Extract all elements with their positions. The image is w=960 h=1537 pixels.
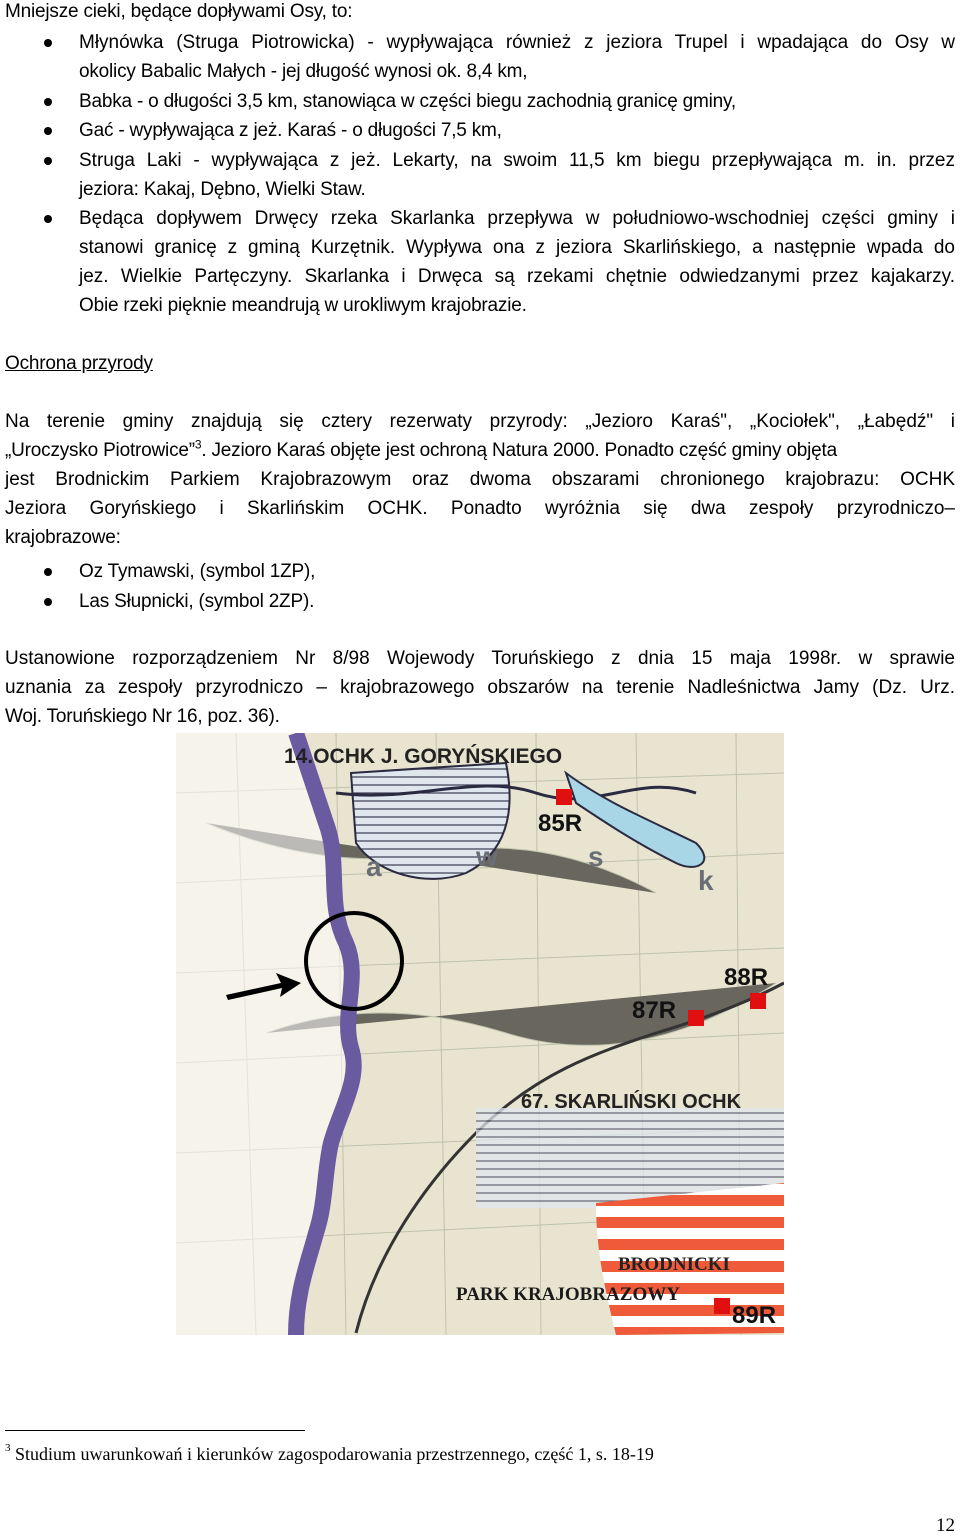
map-letter: a — [366, 851, 382, 882]
reserve-87r-marker — [688, 1010, 704, 1026]
protected-areas-map — [176, 733, 784, 1335]
river-item-4-line-2: jeziora: Kakaj, Dębno, Wielki Staw. — [79, 179, 366, 200]
bullet-icon — [44, 39, 52, 47]
map-letter: k — [698, 865, 714, 896]
river-item-4-line-1: Struga Laki - wypływająca z jeż. Lekarty, na swoim 11,5 km biegu przepływająca m. in. przez — [79, 150, 955, 171]
para1-line-4: Jeziora Goryńskiego i Skarlińskim OCHK. Ponadto wyróżnia się dwa zespoły przyrodniczo– — [5, 498, 955, 519]
para1-line-2: „Uroczysko Piotrowice”$^3$. Jezioro Karaś objęte jest ochroną Natura 2000. Ponadto część gminy objęta — [5, 437, 837, 461]
bullet-icon — [44, 215, 52, 223]
label-park: PARK KRAJOBRAZOWY — [456, 1284, 680, 1305]
river-item-5-line-3: jez. Wielkie Partęczyny. Skarlanka i Drwęca są rzekami chętnie odwiedzanymi przez kajakarzy. — [79, 266, 955, 287]
footnote-ref: 3 — [194, 437, 202, 452]
bullet-icon — [44, 98, 52, 106]
river-item-3: Gać - wypływająca z jeż. Karaś - o długości 7,5 km, — [79, 120, 502, 141]
river-item-5-line-4: Obie rzeki pięknie meandrują w urokliwym krajobrazie. — [79, 295, 527, 316]
reserve-89r-label: 89R — [732, 1302, 777, 1329]
reserve-88r-marker — [750, 993, 766, 1009]
para1-line-1: Na terenie gminy znajdują się cztery rezerwaty przyrody: „Jezioro Karaś", „Kociołek", „Łabędź" i — [5, 411, 955, 432]
page-number: 12 — [936, 1515, 955, 1536]
reserve-87r-label: 87R — [632, 997, 677, 1024]
river-item-1-line-2: okolicy Babalic Małych - jej długość wynosi ok. 8,4 km, — [79, 61, 528, 82]
map-letter: w — [476, 841, 498, 872]
section-heading: Ochrona przyrody — [5, 353, 153, 374]
zespol-item-1: Oz Tymawski, (symbol 1ZP), — [79, 561, 316, 582]
para2-line-3: Woj. Toruńskiego Nr 16, poz. 36). — [5, 706, 280, 727]
reserve-85r-label: 85R — [538, 810, 583, 837]
label-brodnicki: BRODNICKI — [618, 1254, 730, 1275]
reserve-88r-label: 88R — [724, 964, 769, 991]
label-goryn: 14.OCHK J. GORYŃSKIEGO — [284, 745, 563, 768]
para2-line-2: uznania za zespoły przyrodniczo – krajobrazowego obszarów na terenie Nadleśnictwa Jamy (Dz. Urz. — [5, 677, 955, 698]
river-item-5-line-1: Będąca dopływem Drwęcy rzeka Skarlanka przepływa w południowo-wschodniej części gminy i — [79, 208, 955, 229]
reserve-89r-marker — [714, 1298, 730, 1314]
footnote: $^3$ Studium uwarunkowań i kierunków zagospodarowania przestrzennego, część 1, s. 18-19 — [5, 1442, 654, 1464]
river-item-1-line-1: Młynówka (Struga Piotrowicka) - wypływająca również z jeziora Trupel i wpadająca do Osy w — [79, 32, 955, 53]
label-skarlin: 67. SKARLIŃSKI OCHK — [521, 1091, 742, 1113]
footnote-rule — [5, 1430, 305, 1431]
river-item-5-line-2: stanowi granicę z gminą Kurzętnik. Wypływa ona z jeziora Skarlińskiego, a następnie wpada do — [79, 237, 955, 258]
intro-text: Mniejsze cieki, będące dopływami Osy, to: — [5, 1, 353, 22]
zespol-item-2: Las Słupnicki, (symbol 2ZP). — [79, 591, 315, 612]
map-letter: s — [588, 841, 604, 872]
para1-line-3: jest Brodnickim Parkiem Krajobrazowym oraz dwoma obszarami chronionego krajobrazu: OCHK — [5, 469, 955, 490]
bullet-icon — [44, 127, 52, 135]
bullet-icon — [44, 568, 52, 576]
bullet-icon — [44, 598, 52, 606]
para2-line-1: Ustanowione rozporządzeniem Nr 8/98 Wojewody Toruńskiego z dnia 15 maja 1998r. w sprawie — [5, 648, 955, 669]
para1-line-5: krajobrazowe: — [5, 527, 121, 548]
bullet-icon — [44, 157, 52, 165]
river-item-2: Babka - o długości 3,5 km, stanowiąca w części biegu zachodnią granicę gminy, — [79, 91, 736, 112]
reserve-85r-marker — [556, 789, 572, 805]
